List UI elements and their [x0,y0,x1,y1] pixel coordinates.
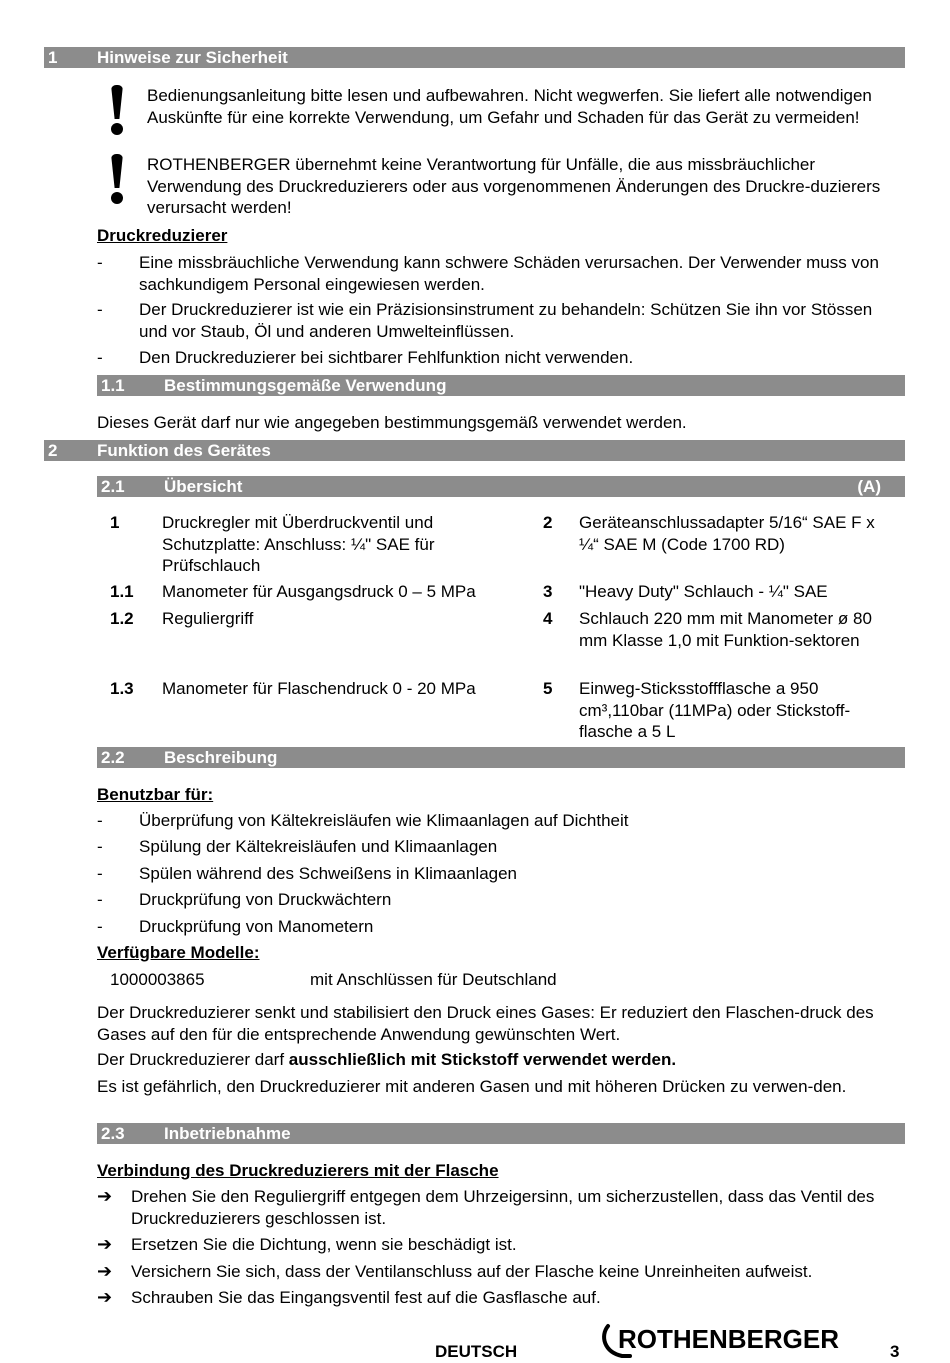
list-dash: - [97,890,103,909]
instruction-step: Versichern Sie sich, dass der Ventilanschluss auf der Flasche keine Unreinheiten aufweist. [131,1262,813,1281]
overview-number: 4 [543,609,553,628]
list-item: Druckprüfung von Druckwächtern [139,890,392,909]
description-paragraph-3: Es ist gefährlich, den Druckreduzierer mit anderen Gasen und mit höheren Drücken zu verwen-den. [97,1077,847,1096]
section-number: 2.1 [101,477,125,496]
list-dash: - [97,300,103,319]
connection-heading: Verbindung des Druckreduzierers mit der Flasche [97,1161,499,1180]
overview-text: Manometer für Flaschendruck 0 - 20 MPa [162,679,476,698]
section-2-2-header [97,747,905,768]
overview-number: 1.3 [110,679,134,698]
brand-text: ROTHENBERGER [618,1324,840,1354]
overview-text: Reguliergriff [162,609,254,628]
instruction-step: Ersetzen Sie die Dichtung, wenn sie beschädigt ist. [131,1235,517,1254]
list-item: Überprüfung von Kältekreisläufen wie Klimaanlagen auf Dichtheit [139,811,629,830]
warning-text-1: Bedienungsanleitung bitte lesen und aufbewahren. Nicht wegwerfen. Sie liefert alle notwendigen Auskünfte für eine korrekte Verwendung, um Gefahr und Schaden für das Gerät zu vermeiden! [147,86,872,127]
intended-use-text: Dieses Gerät darf nur wie angegeben bestimmungsgemäß verwendet werden. [97,413,687,432]
model-description: mit Anschlüssen für Deutschland [310,970,557,989]
section-number: 2.2 [101,748,125,767]
instruction-step: Schrauben Sie das Eingangsventil fest auf die Gasflasche auf. [131,1288,601,1307]
overview-text: Schlauch 220 mm mit Manometer ø 80 mm Klasse 1,0 mit Funktion-sektoren [579,609,872,650]
section-2-1-header [97,476,905,497]
list-item: Der Druckreduzierer ist wie ein Präzisionsinstrument zu behandeln: Schützen Sie ihn vor Stössen und vor Staub, Öl und anderen Umwelteinflüssen. [139,300,873,341]
exclamation-icon [109,154,125,206]
arrow-right-icon: ➔ [97,1261,113,1281]
list-dash: - [97,811,103,830]
arrow-right-icon: ➔ [97,1234,113,1254]
list-dash: - [97,917,103,936]
overview-number: 1.1 [110,582,134,601]
overview-number: 5 [543,679,553,698]
description-paragraph-2 [97,1049,897,1071]
section-1-header [44,47,905,68]
list-item: Spülen während des Schweißens in Klimaanlagen [139,864,518,883]
section-title: Bestimmungsgemäße Verwendung [164,376,447,395]
section-number: 1.1 [101,376,125,395]
overview-text: "Heavy Duty" Schlauch - ¼" SAE [579,582,828,601]
overview-text: Manometer für Ausgangsdruck 0 – 5 MPa [162,582,476,601]
section-title: Übersicht [164,477,243,496]
footer-language: DEUTSCH [435,1342,518,1361]
model-code: 1000003865 [110,970,205,989]
section-title: Hinweise zur Sicherheit [97,48,288,67]
list-dash: - [97,253,103,272]
section-2-3-header [97,1123,905,1144]
section-2-header [44,440,905,461]
page-number: 3 [890,1342,900,1361]
rothenberger-logo [600,1322,850,1362]
warning-text-2: ROTHENBERGER übernehmt keine Verantwortung für Unfälle, die aus missbräuchlicher Verwendung des Druckreduzierers oder aus vorgenommenen Änderungen des Druckre-duzierers verursacht werden! [147,155,881,217]
section-1-1-header [97,375,905,396]
list-dash: - [97,864,103,883]
exclamation-icon [109,85,125,137]
list-dash: - [97,348,103,367]
overview-number: 3 [543,582,553,601]
section-number: 2.3 [101,1124,125,1143]
overview-text: Einweg-Sticksstoffflasche a 950 cm³,110bar (11MPa) oder Stickstoff-flasche a 5 L [579,679,851,741]
arrow-right-icon: ➔ [97,1186,113,1206]
list-item: Eine missbräuchliche Verwendung kann schwere Schäden verursachen. Der Verwender muss von sachkundigem Personal eingewiesen werden. [139,253,879,294]
list-dash: - [97,837,103,856]
overview-text: Geräteanschlussadapter 5/16“ SAE F x ¼“ SAE M (Code 1700 RD) [579,513,875,554]
section-title: Funktion des Gerätes [97,441,271,460]
usable-heading: Benutzbar für: [97,785,214,804]
list-item: Den Druckreduzierer bei sichtbarer Fehlfunktion nicht verwenden. [139,348,634,367]
section-number: 1 [48,48,58,67]
paragraph-text: Der Druckreduzierer darf [97,1050,289,1069]
overview-number: 1.2 [110,609,134,628]
section-title: Beschreibung [164,748,278,767]
section-title: Inbetriebnahme [164,1124,291,1143]
description-paragraph-1: Der Druckreduzierer senkt und stabilisiert den Druck eines Gases: Er reduziert den Flaschen-druck des Gases auf den für die entsprechende Anwendung gewünschten Wert. [97,1003,874,1044]
paragraph-bold-text: ausschließlich mit Stickstoff verwendet werden. [288,1050,677,1069]
arrow-right-icon: ➔ [97,1287,113,1307]
list-item: Spülung der Kältekreisläufen und Klimaanlagen [139,837,498,856]
overview-number: 2 [543,513,553,532]
overview-number: 1 [110,513,120,532]
list-item: Druckprüfung von Manometern [139,917,374,936]
overview-text: Druckregler mit Überdruckventil und Schutzplatte: Anschluss: ¼" SAE für Prüfschlauch [162,513,435,575]
models-heading: Verfügbare Modelle: [97,943,260,962]
section-number: 2 [48,441,58,460]
instruction-step: Drehen Sie den Reguliergriff entgegen dem Uhrzeigersinn, um sicherzustellen, dass das Ventil des Druckreduzierers geschlossen ist. [131,1187,875,1228]
figure-reference: (A) [857,477,881,496]
druckreduzierer-heading: Druckreduzierer [97,226,228,245]
